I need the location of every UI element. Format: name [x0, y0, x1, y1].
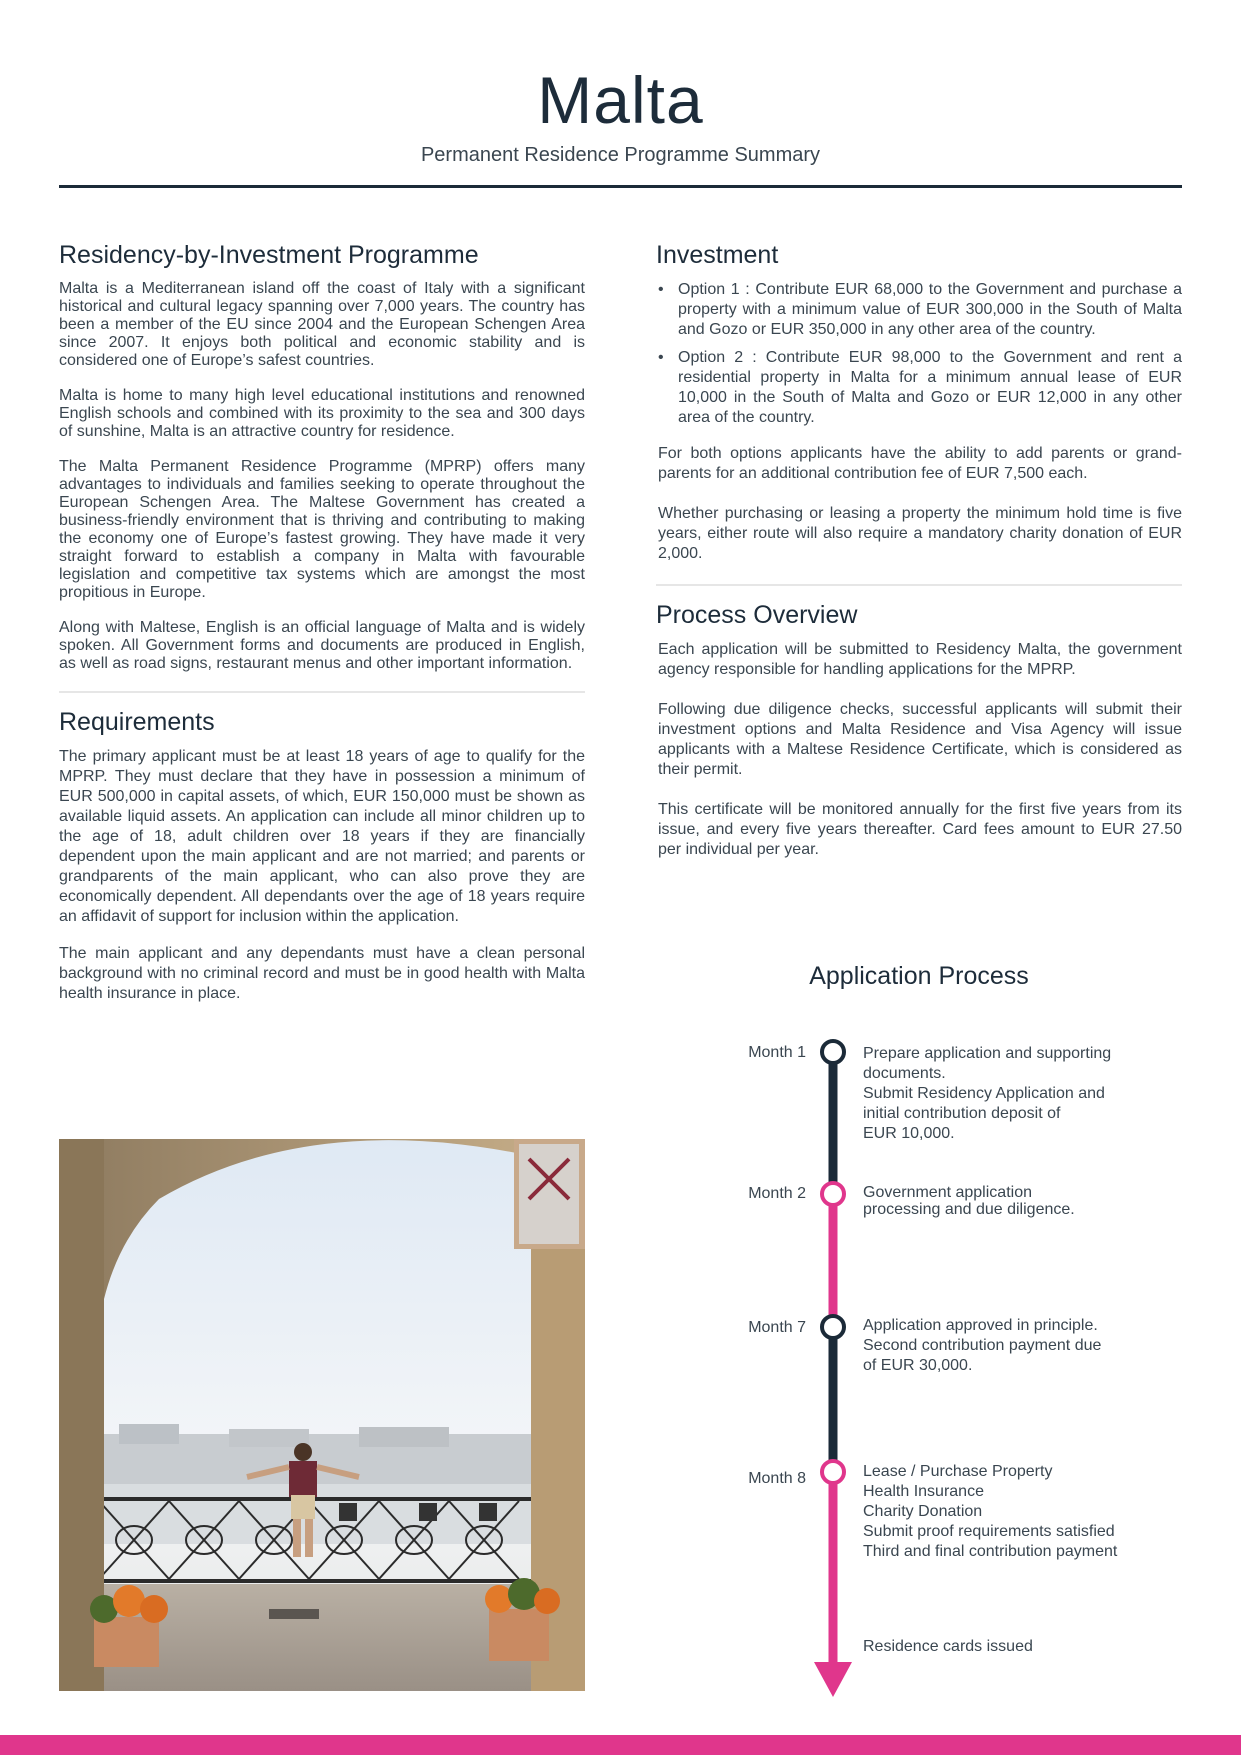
step-line: Prepare application and supporting [863, 1045, 1112, 1062]
section-divider [59, 691, 585, 693]
step-line: Application approved in principle. [863, 1317, 1098, 1334]
timeline-step [863, 1044, 1183, 1144]
step-line: Residence cards issued [863, 1638, 1033, 1655]
step-line: Third and final contribution payment [863, 1543, 1118, 1560]
timeline-step [863, 1184, 1183, 1218]
investment-options [656, 280, 1182, 428]
rbi-paragraph: Along with Maltese, English is an official language of Malta and is widely spoken. All Government forms and documents are produced in English, as well as road signs, restaurant menus and other important information. [59, 619, 585, 672]
footer-accent-bar [0, 1735, 1241, 1755]
requirements-paragraph: The primary applicant must be at least 18 years of age to qualify for the MPRP. They must declare that they have in possession a minimum of EUR 500,000 in capital assets, of which, EUR 150,000 must be shown as available liquid assets. An application can include all minor children up to the age of 18, adult children over 18 years if they are financially dependent upon the main applicant and are not married; and parents or grandparents of the main applicant, who can also prove they are economically dependent. All dependants over the age of 18 years require an affidavit of support for inclusion within the application. [59, 748, 585, 925]
process-paragraph: This certificate will be monitored annually for the first five years from its issue, and every five years thereafter. Card fees amount to EUR 27.50 per individual per year. [658, 801, 1182, 858]
step-line: Government application [863, 1184, 1032, 1201]
timeline-node-month-7 [822, 1316, 844, 1338]
rbi-heading: Residency-by-Investment Programme [59, 241, 479, 269]
step-line: Submit proof requirements satisfied [863, 1523, 1115, 1540]
requirements-paragraph: The main applicant and any dependants must have a clean personal background with no criminal record and must be in good health with Malta health insurance in place. [59, 945, 585, 1002]
step-line: documents. [863, 1065, 946, 1082]
left-column [59, 240, 585, 1021]
month-label: Month 7 [748, 1319, 806, 1336]
step-line: Lease / Purchase Property [863, 1463, 1053, 1480]
rbi-paragraph: Malta is home to many high level educational institutions and renowned English schools and combined with its proximity to the sea and 300 days of sunshine, Malta is an attractive country for residence. [59, 387, 585, 440]
malta-terrace-photo [59, 1139, 585, 1691]
month-label: Month 2 [748, 1185, 806, 1202]
step-line: processing and due diligence. [863, 1201, 1075, 1218]
step-line: Second contribution payment due [863, 1337, 1102, 1354]
process-paragraph: Each application will be submitted to Residency Malta, the government agency responsible for handling applications for the MPRP. [658, 641, 1182, 678]
page-header [0, 62, 1241, 167]
requirements-heading: Requirements [59, 708, 215, 736]
application-process-title: Application Process [809, 962, 1029, 990]
step-line: of EUR 30,000. [863, 1357, 973, 1374]
step-line: Submit Residency Application and [863, 1085, 1105, 1102]
timeline-step [863, 1462, 1183, 1562]
rbi-paragraph: Malta is a Mediterranean island off the coast of Italy with a significant historical and cultural legacy spanning over 7,000 years. The country has been a member of the EU since 2004 and the European Schengen Area since 2007. It enjoys both political and economic stability and is considered one of Europe’s safest countries. [59, 280, 585, 369]
page-subtitle: Permanent Residence Programme Summary [420, 144, 821, 166]
header-divider [59, 185, 1182, 188]
month-label: Month 8 [748, 1470, 806, 1487]
application-timeline [656, 1030, 1241, 1700]
timeline-step [863, 1637, 1183, 1657]
right-column [656, 240, 1182, 880]
timeline-arrow-head [814, 1662, 852, 1697]
investment-option: • Option 1 : Contribute EUR 68,000 to the Government and purchase a property with a minimum value of EUR 300,000 in the South of Malta and Gozo or EUR 350,000 in any other area of the country. [656, 280, 1182, 340]
timeline-node-month-2 [822, 1183, 844, 1205]
rbi-paragraph: The Malta Permanent Residence Programme (MPRP) offers many advantages to individuals and families seeking to operate throughout the European Schengen Area. The Maltese Government has created a business-friendly environment that is thriving and contributing to making the economy one of Europe’s fastest growing. They have made it very straight forward to establish a company in Malta with favourable legislation and competitive tax systems which are amongst the most propitious in Europe. [59, 458, 585, 601]
month-label: Month 1 [748, 1044, 806, 1061]
investment-heading: Investment [656, 241, 779, 269]
section-divider [656, 584, 1182, 586]
timeline-node-month-8 [822, 1461, 844, 1483]
step-line: Health Insurance [863, 1483, 984, 1500]
investment-paragraph: Whether purchasing or leasing a property the minimum hold time is five years, either route will also require a mandatory charity donation of EUR 2,000. [658, 505, 1182, 562]
page-title: Malta [537, 63, 704, 137]
step-line: Charity Donation [863, 1503, 983, 1520]
investment-paragraph: For both options applicants have the ability to add parents or grand-parents for an additional contribution fee of EUR 7,500 each. [658, 445, 1182, 482]
timeline-step [863, 1316, 1183, 1376]
process-heading: Process Overview [656, 601, 858, 629]
step-line: initial contribution deposit of [863, 1105, 1061, 1122]
process-paragraph: Following due diligence checks, successful applicants will submit their investment options and Malta Residence and Visa Agency will issue applicants with a Maltese Residence Certificate, which is considered as their permit. [658, 701, 1182, 778]
step-line: EUR 10,000. [863, 1125, 955, 1142]
investment-option: • Option 2 : Contribute EUR 98,000 to the Government and rent a residential property in Malta for a minimum annual lease of EUR 10,000 in the South of Malta and Gozo or EUR 12,000 in any other area of the country. [656, 348, 1182, 428]
timeline-node-month-1 [822, 1041, 844, 1063]
